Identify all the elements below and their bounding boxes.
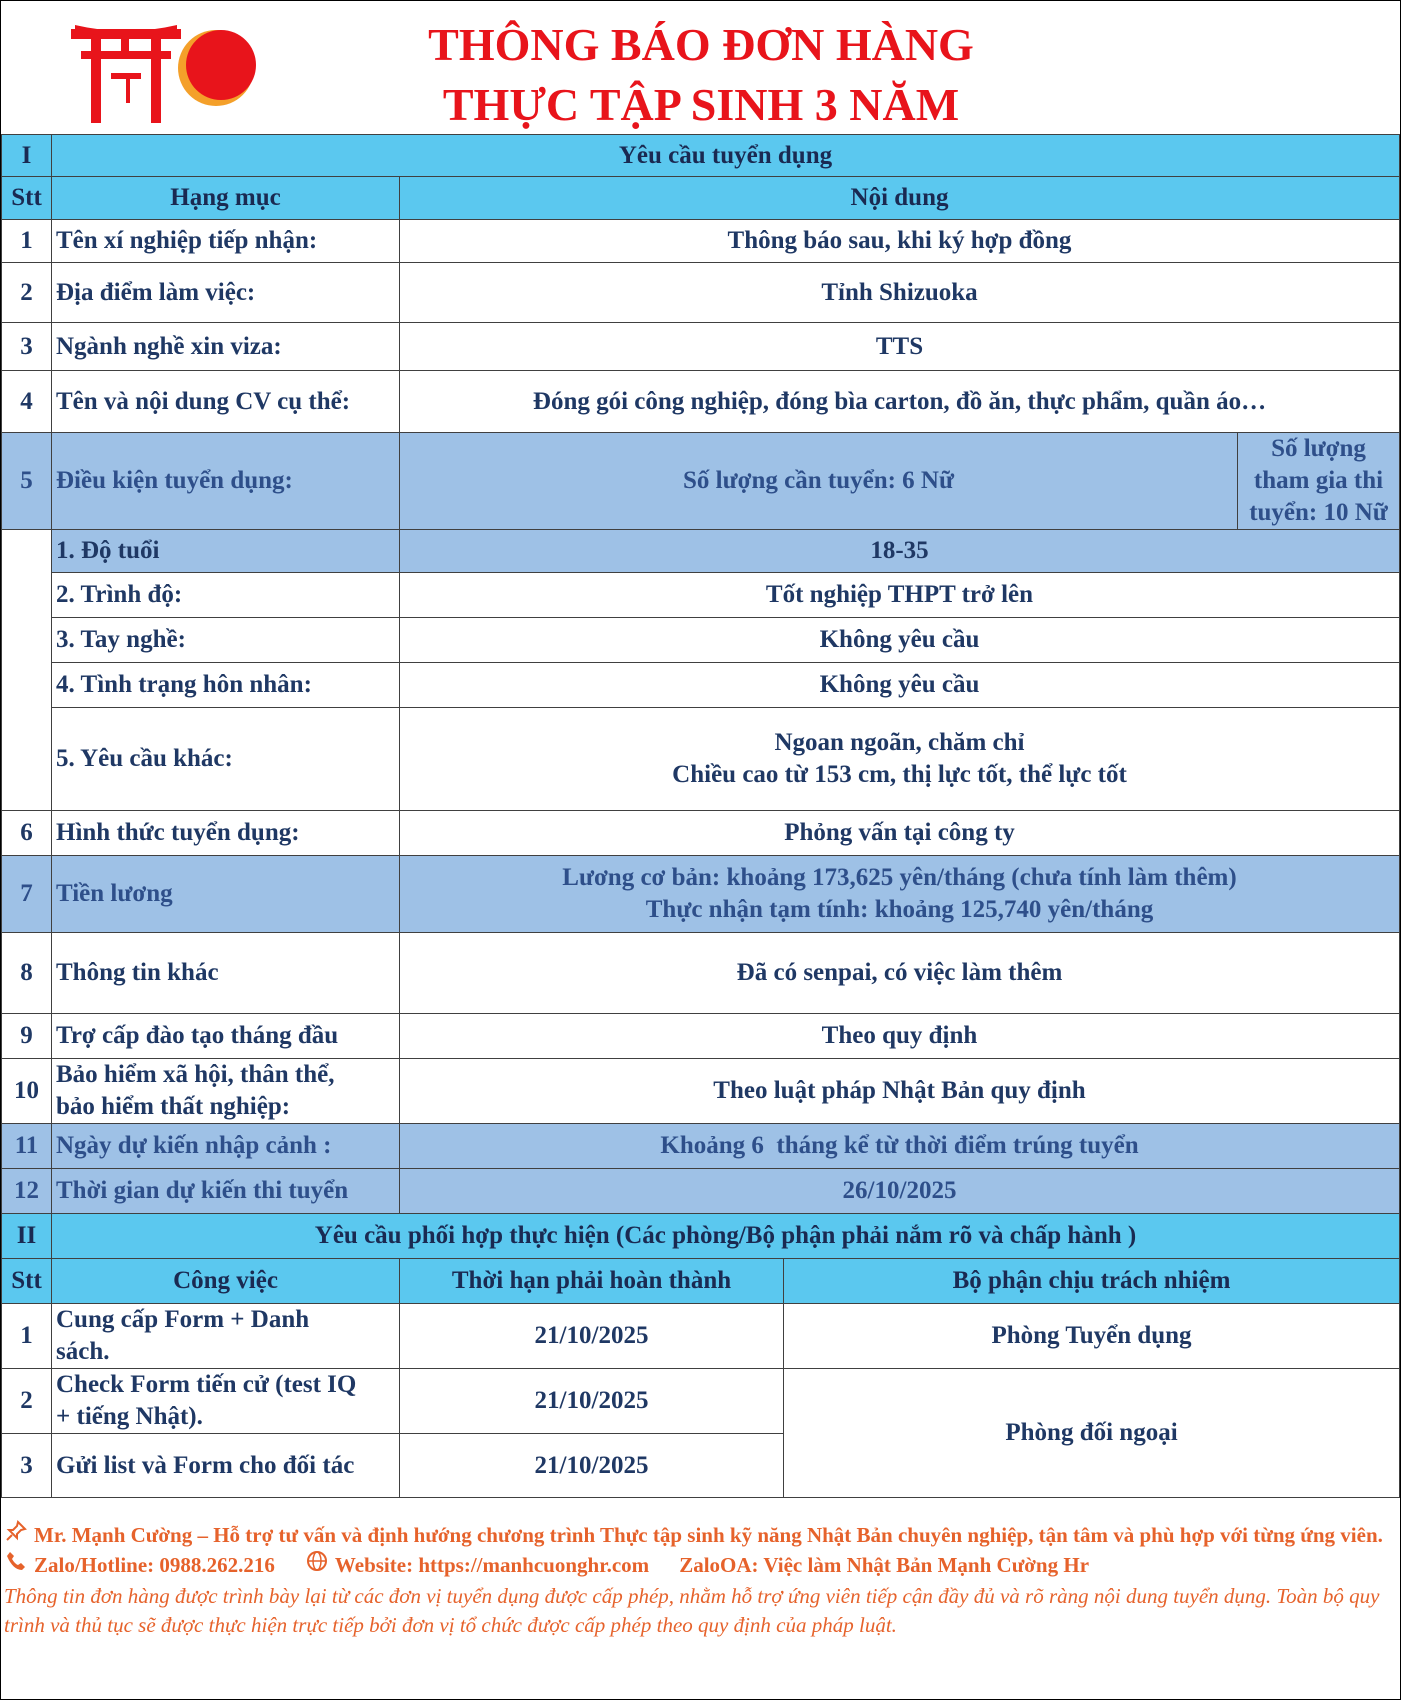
quota-value (400, 433, 1238, 530)
order-table (1, 134, 1400, 1498)
footer (4, 1520, 1394, 1640)
col-stt: Stt (2, 177, 52, 220)
condition-item (2, 530, 1400, 573)
row-value: Đóng gói công nghiệp, đóng bìa carton, đồ ăn, thực phẩm, quần áo… (400, 371, 1400, 433)
row-stt: 10 (2, 1059, 52, 1124)
col-stt: Stt (2, 1259, 52, 1304)
insurance-label-line-1: Bảo hiểm xã hội, thân thể, (56, 1061, 335, 1088)
table-row (2, 1124, 1400, 1169)
row-label: Ngành nghề xin viza: (52, 323, 400, 371)
condition-label: 3. Tay nghề: (52, 618, 400, 663)
pushpin-icon (4, 1520, 28, 1550)
dept-cell: Phòng đối ngoại (784, 1369, 1400, 1498)
row-stt: 2 (2, 1369, 52, 1434)
website-link[interactable]: Website: https://manhcuonghr.com (334, 1553, 650, 1577)
condition-value: 18-35 (400, 530, 1400, 573)
condition-label: 5. Yêu cầu khác: (52, 708, 400, 811)
title-line-1: THÔNG BÁO ĐƠN HÀNG (428, 19, 974, 70)
row-stt: 7 (2, 856, 52, 933)
condition-item (2, 708, 1400, 811)
task-line-2: + tiếng Nhật). (56, 1403, 203, 1430)
row-value: Thông báo sau, khi ký hợp đồng (400, 220, 1400, 263)
table-row (2, 1369, 1400, 1434)
insurance-label-line-2: bảo hiểm thất nghiệp: (56, 1093, 291, 1120)
page-title (301, 15, 1101, 135)
row-stt: 3 (2, 1434, 52, 1498)
row-value: Đã có senpai, có việc làm thêm (400, 933, 1400, 1014)
dept-cell: Phòng Tuyển dụng (784, 1304, 1400, 1369)
table-row (2, 933, 1400, 1014)
task-line-1: Cung cấp Form + Danh (56, 1306, 310, 1333)
row-label: Thời gian dự kiến thi tuyển (52, 1169, 400, 1214)
zalooa-text: ZaloOA: Việc làm Nhật Bản Mạnh Cường Hr (679, 1553, 1090, 1577)
condition-item (2, 573, 1400, 618)
row-stt: 8 (2, 933, 52, 1014)
footer-intro-text: Mr. Mạnh Cường – Hỗ trợ tư vấn và định hướng chương trình Thực tập sinh kỹ năng Nhật Bản chuyên nghiệp, tận tâm và phù hợp với từng ứng viên. (34, 1523, 1383, 1547)
section-2-column-headers (2, 1259, 1400, 1304)
row-label (52, 1059, 400, 1124)
table-row (2, 323, 1400, 371)
section-2-roman: II (2, 1214, 52, 1259)
row-label: Địa điểm làm việc: (52, 263, 400, 323)
row-value: Phỏng vấn tại công ty (400, 811, 1400, 856)
row-label: Thông tin khác (52, 933, 400, 1014)
row-value: Tỉnh Shizuoka (400, 263, 1400, 323)
row-stt: 11 (2, 1124, 52, 1169)
hotline-text: Zalo/Hotline: 0988.262.216 (34, 1553, 275, 1577)
row-label: Ngày dự kiến nhập cảnh : (52, 1124, 400, 1169)
footer-contacts (4, 1550, 1394, 1580)
deadline-cell: 21/10/2025 (400, 1434, 784, 1498)
task-line-1: Check Form tiến cử (test IQ (56, 1371, 357, 1398)
section-2-title: Yêu cầu phối hợp thực hiện (Các phòng/Bộ phận phải nắm rõ và chấp hành ) (52, 1214, 1400, 1259)
table-row (2, 263, 1400, 323)
row-label: Tiền lương (52, 856, 400, 933)
col-content: Nội dung (400, 177, 1400, 220)
col-deadline: Thời hạn phải hoàn thành (400, 1259, 784, 1304)
footer-intro (4, 1520, 1394, 1550)
task-cell (52, 1369, 400, 1434)
title-line-2: THỰC TẬP SINH 3 NĂM (442, 79, 960, 130)
salary-line-2: Thực nhận tạm tính: khoảng 125,740 yên/tháng (645, 896, 1154, 923)
table-row (2, 1169, 1400, 1214)
row-value: Theo luật pháp Nhật Bản quy định (400, 1059, 1400, 1124)
col-item: Hạng mục (52, 177, 400, 220)
condition-label: 1. Độ tuổi (52, 530, 400, 573)
row-stt: 1 (2, 1304, 52, 1369)
row-value: Khoảng 6 tháng kể từ thời điểm trúng tuyển (400, 1124, 1400, 1169)
conditions-indent (2, 530, 52, 811)
row-value: TTS (400, 323, 1400, 371)
row-stt: 4 (2, 371, 52, 433)
deadline-cell: 21/10/2025 (400, 1369, 784, 1434)
deadline-cell: 21/10/2025 (400, 1304, 784, 1369)
row-value: 26/10/2025 (400, 1169, 1400, 1214)
row-value: Theo quy định (400, 1014, 1400, 1059)
table-row (2, 1059, 1400, 1124)
conditions-row (2, 433, 1400, 530)
quota-text: Số lượng cần tuyển: 6 Nữ (683, 467, 954, 494)
table-row (2, 220, 1400, 263)
section-2-header (2, 1214, 1400, 1259)
table-row (2, 371, 1400, 433)
row-stt: 6 (2, 811, 52, 856)
row-stt: 5 (2, 433, 52, 530)
table-row (2, 1014, 1400, 1059)
condition-value (400, 708, 1400, 811)
row-stt: 1 (2, 220, 52, 263)
row-label: Tên xí nghiệp tiếp nhận: (52, 220, 400, 263)
condition-value: Không yêu cầu (400, 663, 1400, 708)
phone-icon (4, 1550, 28, 1580)
condition-label: 2. Trình độ: (52, 573, 400, 618)
condition-value: Tốt nghiệp THPT trở lên (400, 573, 1400, 618)
condition-item (2, 663, 1400, 708)
section-1-roman: I (2, 135, 52, 177)
section-1-column-headers (2, 177, 1400, 220)
row-stt: 9 (2, 1014, 52, 1059)
condition-item (2, 618, 1400, 663)
task-cell: Gửi list và Form cho đối tác (52, 1434, 400, 1498)
row-value (400, 856, 1400, 933)
exam-value: Số lượng tham gia thi tuyển: 10 Nữ (1238, 433, 1400, 530)
col-task: Công việc (52, 1259, 400, 1304)
torii-sun-logo (71, 23, 271, 123)
section-1-title: Yêu cầu tuyển dụng (52, 135, 1400, 177)
col-dept: Bộ phận chịu trách nhiệm (784, 1259, 1400, 1304)
table-row (2, 811, 1400, 856)
row-stt: 3 (2, 323, 52, 371)
salary-line-1: Lương cơ bản: khoảng 173,625 yên/tháng (chưa tính làm thêm) (562, 864, 1237, 891)
footer-disclaimer: Thông tin đơn hàng được trình bày lại từ các đơn vị tuyển dụng được cấp phép, nhằm hỗ trợ ứng viên tiếp cận đầy đủ và rõ ràng nội dung tuyển dụng. Toàn bộ quy trình và thủ tục sẽ được thực hiện trực tiếp bởi đơn vị tổ chức được cấp phép theo quy định của pháp luật. (4, 1584, 1380, 1637)
task-cell (52, 1304, 400, 1369)
row-stt: 2 (2, 263, 52, 323)
condition-value: Không yêu cầu (400, 618, 1400, 663)
task-line-2: sách. (56, 1338, 110, 1365)
globe-icon (305, 1550, 329, 1580)
row-label: Trợ cấp đào tạo tháng đầu (52, 1014, 400, 1059)
section-1-header (2, 135, 1400, 177)
row-label: Tên và nội dung CV cụ thể: (52, 371, 400, 433)
row-label: Hình thức tuyển dụng: (52, 811, 400, 856)
other-requirement-line-2: Chiều cao từ 153 cm, thị lực tốt, thể lực tốt (672, 761, 1127, 788)
table-row (2, 1304, 1400, 1369)
table-row (2, 856, 1400, 933)
other-requirement-line-1: Ngoan ngoãn, chăm chỉ (774, 729, 1025, 756)
row-label: Điều kiện tuyển dụng: (52, 433, 400, 530)
document-header (1, 1, 1399, 134)
row-stt: 12 (2, 1169, 52, 1214)
condition-label: 4. Tình trạng hôn nhân: (52, 663, 400, 708)
